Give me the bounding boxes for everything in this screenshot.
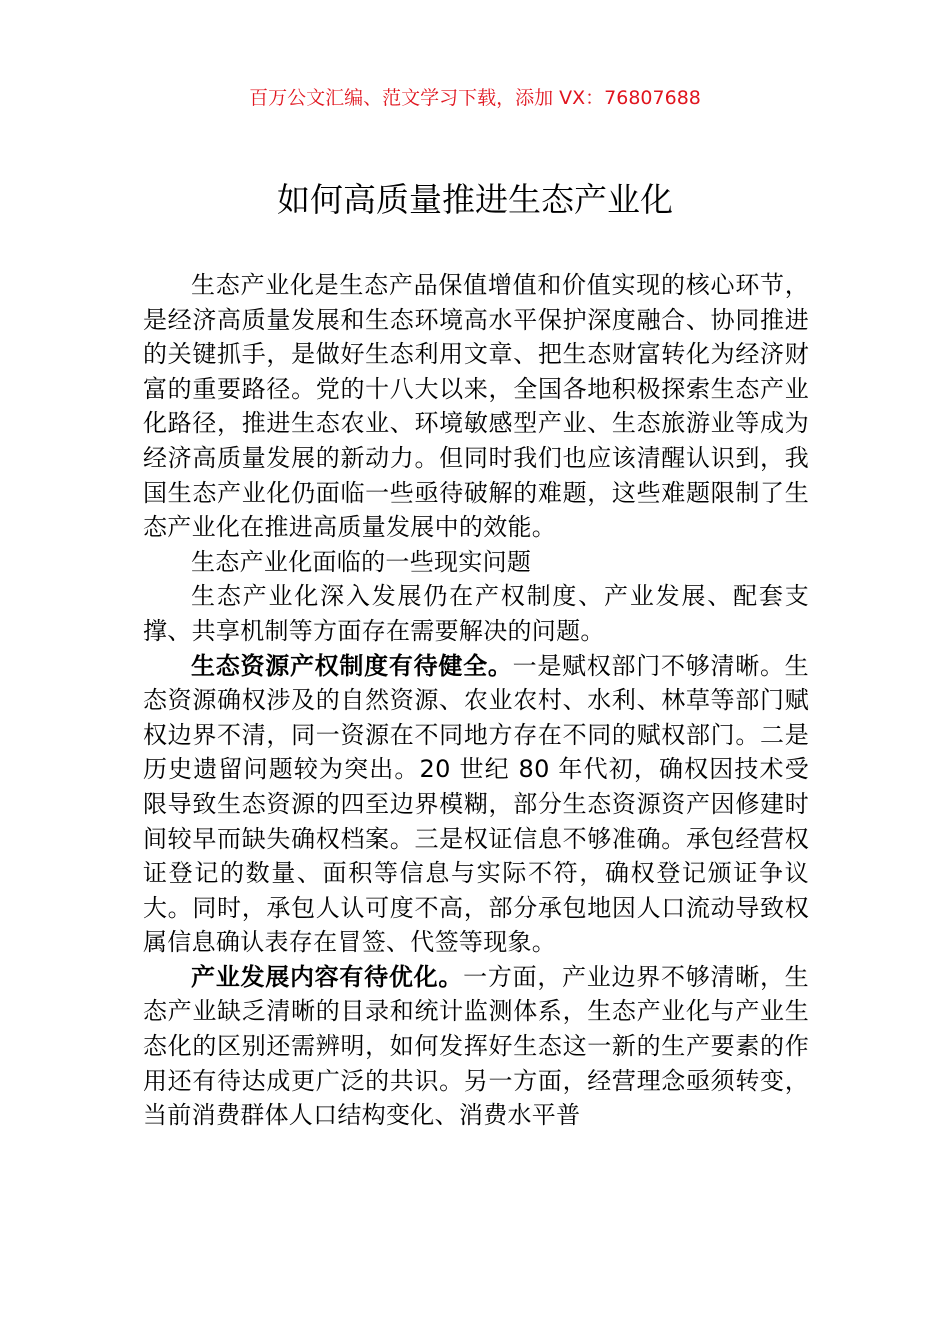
paragraph-text: 生态产业化深入发展仍在产权制度、产业发展、配套支撑、共享机制等方面存在需要解决的问题。 — [143, 582, 809, 645]
section-heading-text: 生态产业化面临的一些现实问题 — [191, 547, 532, 576]
paragraph-lead: 生态资源产权制度有待健全。 — [191, 651, 513, 680]
section-heading — [143, 545, 809, 580]
paragraph-industry-development — [143, 960, 809, 1133]
document-body — [143, 268, 809, 1133]
paragraph-text: 一方面，产业边界不够清晰，生态产业缺乏清晰的目录和统计监测体系，生态产业化与产业生态化的区别还需辨明，如何发挥好生态这一新的生产要素的作用还有待达成更广泛的共识。另一方面，经营理念亟须转变，当前消费群体人口结构变化、消费水平普 — [143, 962, 809, 1130]
download-banner: 百万公文汇编、范文学习下载，添加 VX：76807688 — [249, 87, 701, 109]
paragraph-text: 一是赋权部门不够清晰。生态资源确权涉及的自然资源、农业农村、水利、林草等部门赋权边界不清，同一资源在不同地方存在不同的赋权部门。二是历史遗留问题较为突出。20 世纪 80 年代初，确权因技术受限导致生态资源的四至边界模糊，部分生态资源资产因修建时间较早而缺失确权档案。三是权证信息不够准确。承包经营权证登记的数量、面积等信息与实际不符，确权登记颁证争议大。同时，承包人认可度不高，部分承包地因人口流动导致权属信息确认表存在冒签、代签等现象。 — [143, 651, 809, 957]
document-title: 如何高质量推进生态产业化 — [277, 180, 673, 219]
paragraph-property-rights — [143, 649, 809, 960]
paragraph-text: 生态产业化是生态产品保值增值和价值实现的核心环节，是经济高质量发展和生态环境高水平保护深度融合、协同推进的关键抓手，是做好生态利用文章、把生态财富转化为经济财富的重要路径。党的十八大以来，全国各地积极探索生态产业化路径，推进生态农业、环境敏感型产业、生态旅游业等成为经济高质量发展的新动力。但同时我们也应该清醒认识到，我国生态产业化仍面临一些亟待破解的难题，这些难题限制了生态产业化在推进高质量发展中的效能。 — [143, 271, 809, 542]
paragraph-overview — [143, 579, 809, 648]
paragraph-lead: 产业发展内容有待优化。 — [191, 962, 464, 991]
paragraph-intro — [143, 268, 809, 545]
